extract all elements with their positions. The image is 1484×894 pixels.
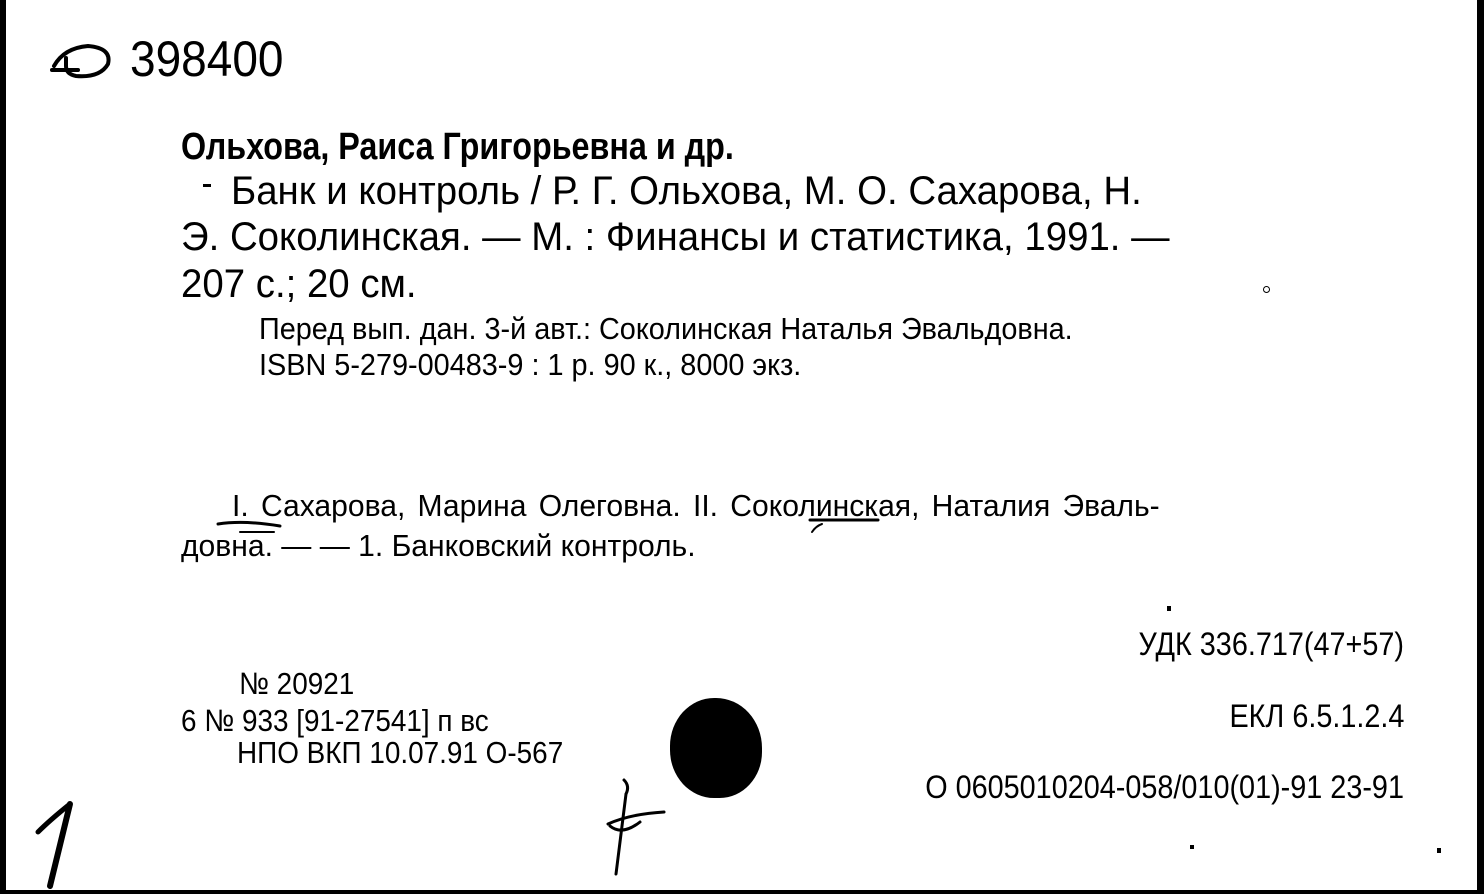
udk-code: УДК 336.717(47+57) xyxy=(1138,626,1404,662)
ink-dot xyxy=(1167,606,1171,611)
handwritten-numeral-icon xyxy=(30,796,86,892)
card-bottom-edge xyxy=(0,890,1484,894)
ink-small-circle xyxy=(1263,286,1270,293)
title-line-1: Банк и контроль / Р. Г. Ольхова, М. О. Сахарова, Н. xyxy=(231,169,1142,213)
handwritten-d-mark-icon xyxy=(48,36,114,82)
tracings-line-2: довна. — — 1. Банковский контроль. xyxy=(181,528,696,563)
pen-underline-mark-icon xyxy=(806,508,882,538)
tracings-line-1: I. Сахарова, Марина Олеговна. II. Соколинская, Наталия Эваль- xyxy=(232,488,1160,523)
ink-dash-mark xyxy=(203,184,211,187)
title-line-2: Э. Соколинская. — М. : Финансы и статистика, 1991. — xyxy=(181,215,1170,259)
call-number: 398400 xyxy=(130,31,284,87)
ink-speck xyxy=(1190,845,1194,849)
pen-underline-mark-icon xyxy=(214,512,284,538)
card-punch-hole xyxy=(670,698,762,798)
production-printer: НПО ВКП 10.07.91 О-567 xyxy=(237,735,564,770)
ekl-code: ЕКЛ 6.5.1.2.4 xyxy=(1229,698,1404,734)
production-order: 6 № 933 [91-27541] п вс xyxy=(181,703,489,738)
production-number: № 20921 xyxy=(239,666,355,701)
card-left-edge xyxy=(0,0,6,894)
note-line-2: ISBN 5-279-00483-9 : 1 р. 90 к., 8000 экз. xyxy=(259,347,802,382)
handwritten-check-mark-icon xyxy=(600,776,672,880)
ink-speck xyxy=(1437,848,1441,853)
classification-code: О 0605010204-058/010(01)-91 23-91 xyxy=(925,769,1404,805)
note-line-1: Перед вып. дан. 3-й авт.: Соколинская Наталья Эвальдовна. xyxy=(259,311,1073,346)
card-right-edge xyxy=(1477,0,1484,894)
main-entry-heading: Ольхова, Раиса Григорьевна и др. xyxy=(181,126,734,168)
title-line-3: 207 с.; 20 см. xyxy=(181,262,417,306)
